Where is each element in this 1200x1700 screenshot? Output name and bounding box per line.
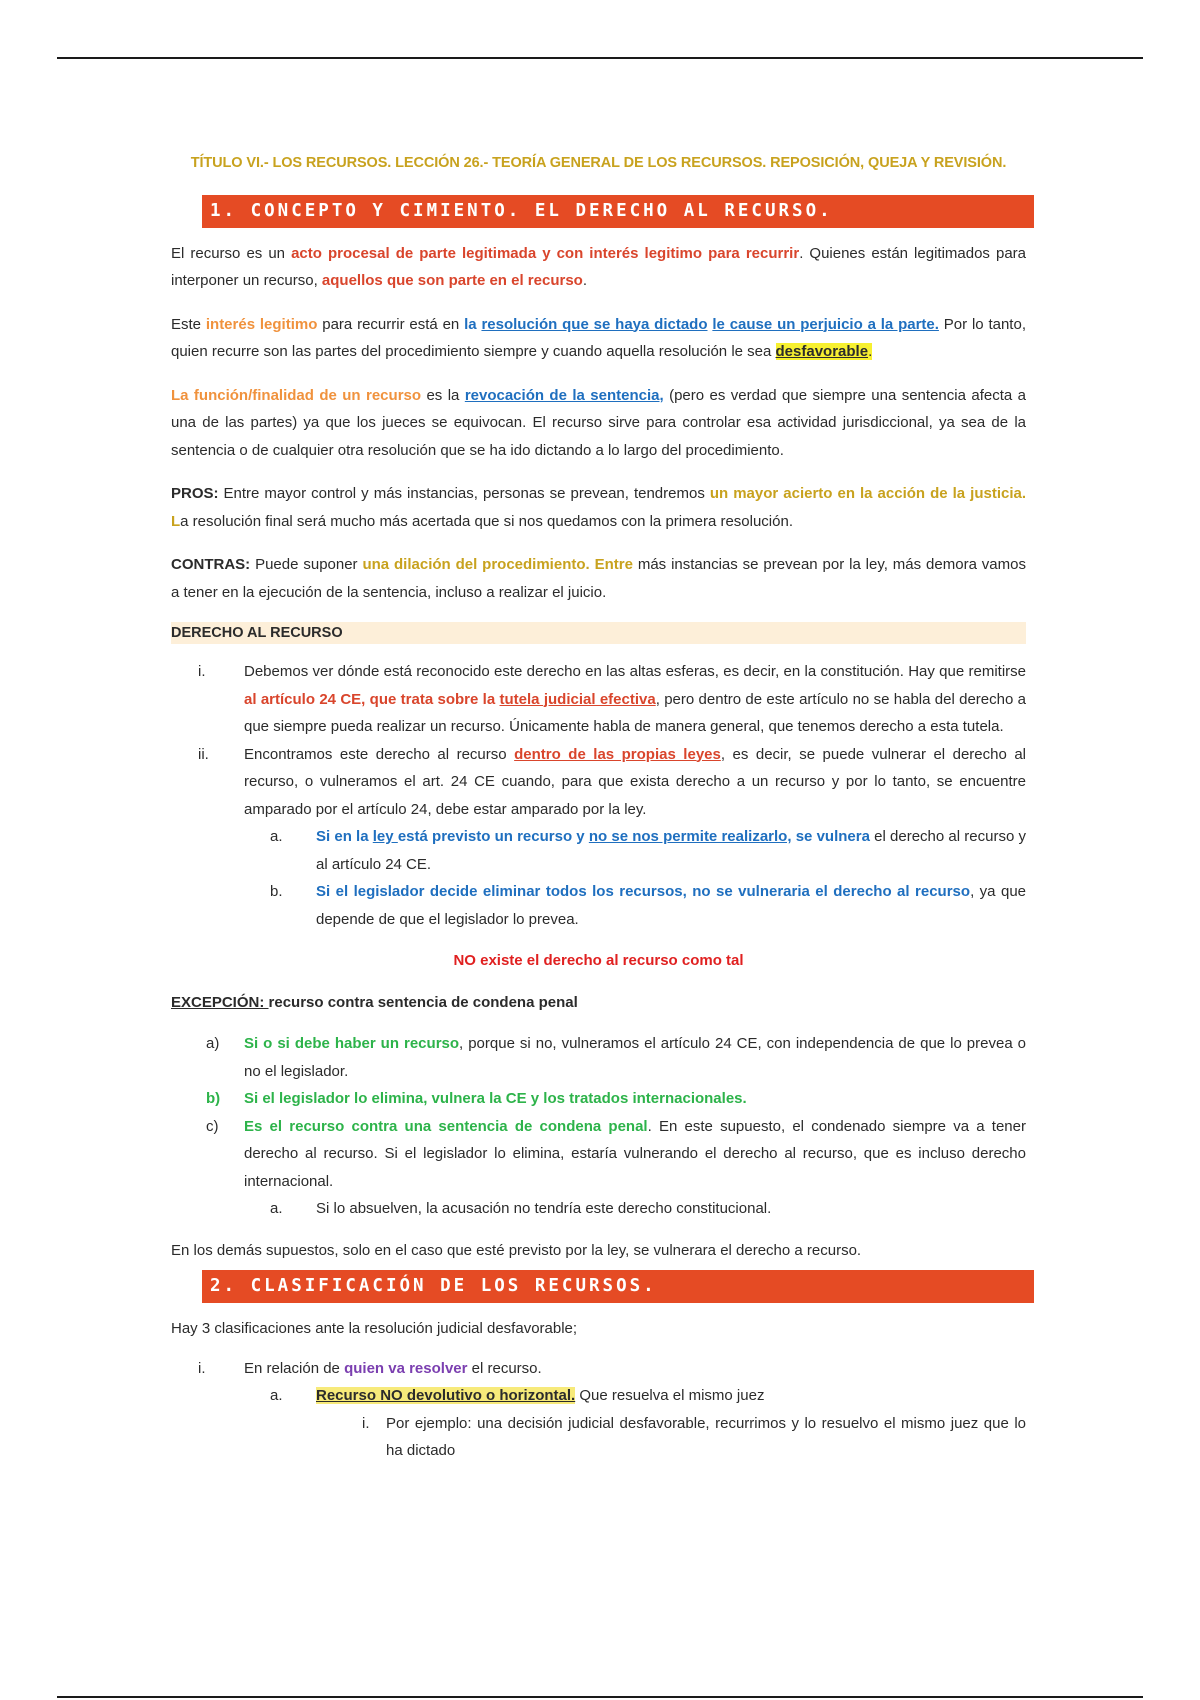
paragraph-funcion: La función/finalidad de un recurso es la revocación de la sentencia, (pero es verdad que siempre una sentencia afecta a una de las partes) ya que los jueces se equivocan. El recurso sirve para controlar esa actividad jurisdiccional, ya sea de la sentencia o de cualquier otra resolución que se ha ido dictando a lo largo del procedimiento. — [171, 386, 1026, 459]
bottom-rule — [57, 1696, 1143, 1698]
section-1-header: 1. CONCEPTO Y CIMIENTO. EL DERECHO AL RECURSO. — [202, 195, 1034, 228]
paragraph-contras: CONTRAS: Puede suponer una dilación del procedimiento. Entre más instancias se prevean por la ley, más demora vamos a tener en la ejecución de la sentencia, incluso a realizar el juicio. — [171, 556, 1026, 601]
paragraph-clasificaciones: Hay 3 clasificaciones ante la resolución judicial desfavorable; — [171, 1320, 578, 1337]
excepcion-item-b: b) Si el legislador lo elimina, vulnera la CE y los tratados internacionales. — [206, 1090, 747, 1107]
list-item-i: i. Debemos ver dónde está reconocido este derecho en las altas esferas, es decir, en la constitución. Hay que remitirse al artículo 24 CE, que trata sobre la tutela judicial efectiva, pero dentro de este artículo no se habla del derecho a que siempre pueda realizar un recurso. Únicamente habla de manera general, que tenemos derecho a esta tutela. — [198, 663, 1026, 735]
paragraph-demas-supuestos: En los demás supuestos, solo en el caso que esté previsto por la ley, se vulnerara el derecho a recurso. — [171, 1241, 862, 1259]
paragraph-concepto: El recurso es un acto procesal de parte legitimada y con interés legitimo para recurrir. Quienes están legitimados para interponer un recurso, aquellos que son parte en el recurso. — [171, 244, 1026, 289]
excepcion-item-c: c) Es el recurso contra una sentencia de condena penal. En este supuesto, el condenado siempre va a tener derecho al recurso. Si el legislador lo elimina, estaría vulnerando el derecho al recurso, que es incluso derecho internacional. — [206, 1117, 1026, 1190]
document-body — [171, 150, 1026, 1465]
paragraph-pros: PROS: Entre mayor control y más instancias, personas se prevean, tendremos un mayor acierto en la acción de la justicia. La resolución final será mucho más acertada que si nos quedamos con la primera resolución. — [171, 485, 1027, 530]
list-item-ii-a: a. Si en la ley está previsto un recurso y no se nos permite realizarlo, se vulnera el derecho al recurso y al artículo 24 CE. — [270, 828, 1026, 873]
excepcion-item-a: a) Si o si debe haber un recurso, porque si no, vulneramos el artículo 24 CE, con independencia de que lo prevea o no el legislador. — [206, 1035, 1027, 1080]
highlight-desfavorable: desfavorable — [775, 343, 869, 360]
clasificacion-item-i: i. En relación de quien va resolver el recurso. — [198, 1359, 542, 1377]
no-existe-statement: NO existe el derecho al recurso como tal — [453, 952, 744, 969]
section-2-header: 2. CLASIFICACIÓN DE LOS RECURSOS. — [202, 1270, 1034, 1303]
subheading-derecho-al-recurso: DERECHO AL RECURSO — [171, 622, 1026, 644]
list-item-ii-b: b. Si el legislador decide eliminar todos los recursos, no se vulneraria el derecho al recurso, ya que depende de que el legislador lo prevea. — [270, 883, 1027, 928]
list-item-ii: ii. Encontramos este derecho al recurso dentro de las propias leyes, es decir, se puede vulnerar el derecho al recurso, o vulneramos el art. 24 CE cuando, para que exista derecho a un recurso y por lo tanto, se encuentre amparado por el artículo 24, debe estar amparado por la ley. — [198, 745, 1027, 818]
excepcion-heading: EXCEPCIÓN: recurso contra sentencia de condena penal — [171, 993, 578, 1011]
clasificacion-item-i-a: a. Recurso NO devolutivo o horizontal. Que resuelva el mismo juez — [270, 1387, 765, 1404]
document-title: TÍTULO VI.- LOS RECURSOS. LECCIÓN 26.- TEORÍA GENERAL DE LOS RECURSOS. REPOSICIÓN, QUEJA Y REVISIÓN. — [190, 155, 1007, 171]
excepcion-item-c-a: a. Si lo absuelven, la acusación no tendría este derecho constitucional. — [270, 1200, 772, 1217]
paragraph-interes: Este interés legitimo para recurrir está en la resolución que se haya dictado le cause un perjuicio a la parte. Por lo tanto, quien recurre son las partes del procedimiento siempre y cuando aquella resolución le sea desfavorable. — [171, 315, 1026, 360]
clasificacion-item-i-a-i: i. Por ejemplo: una decisión judicial desfavorable, recurrimos y lo resuelvo el mismo juez que lo ha dictado — [362, 1414, 1026, 1459]
top-rule — [57, 57, 1143, 59]
